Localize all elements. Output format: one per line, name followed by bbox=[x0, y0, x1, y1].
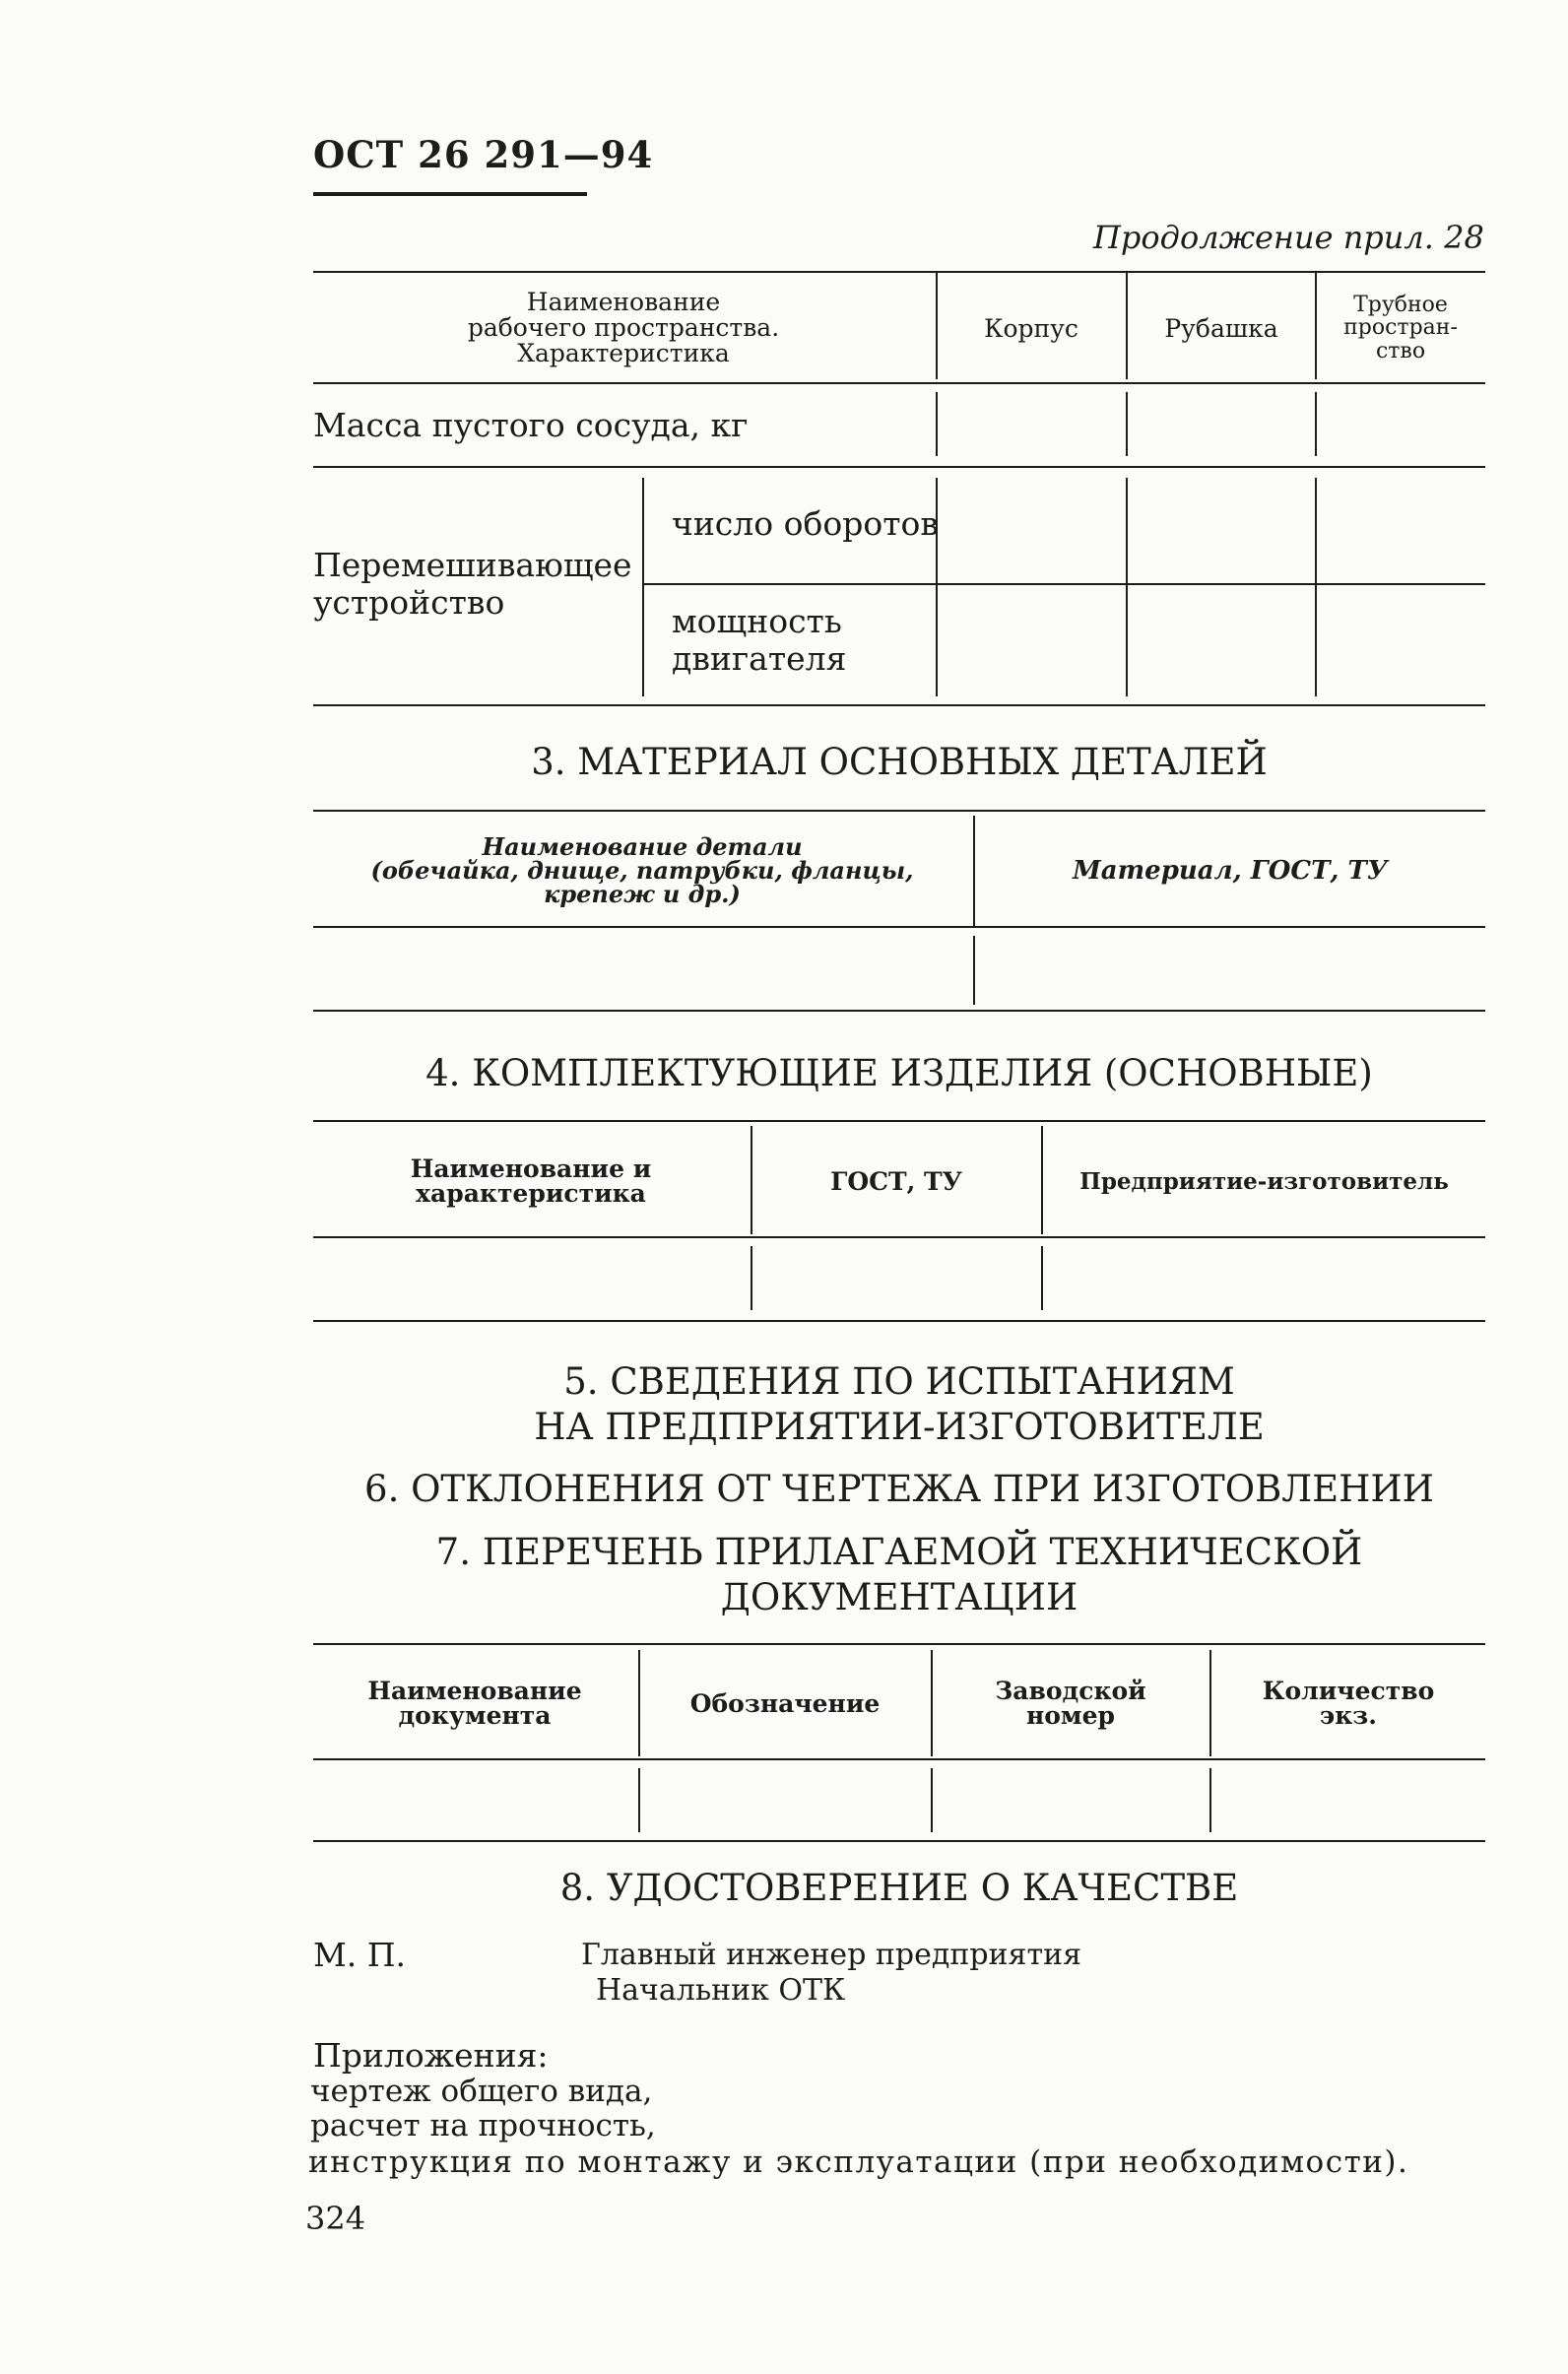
row-mixer-power: мощность двигателя bbox=[672, 602, 847, 678]
stamp-placeholder: М. П. bbox=[313, 1936, 407, 1974]
signature-qc-head: Начальник ОТК bbox=[596, 1973, 846, 2008]
section-6-title: 6. ОТКЛОНЕНИЯ ОТ ЧЕРТЕЖА ПРИ ИЗГОТОВЛЕНИИ bbox=[364, 1468, 1434, 1510]
row-mixer-rpm: число оборотов bbox=[672, 504, 939, 543]
document-code: ОСТ 26 291—94 bbox=[313, 133, 654, 176]
section-8-title: 8. УДОСТОВЕРЕНИЕ О КАЧЕСТВЕ bbox=[559, 1867, 1239, 1909]
section-3-title: 3. МАТЕРИАЛ ОСНОВНЫХ ДЕТАЛЕЙ bbox=[531, 741, 1268, 783]
appendices-heading: Приложения: bbox=[313, 2036, 549, 2075]
header-document-name: Наименование документа bbox=[367, 1677, 582, 1730]
header-body: Корпус bbox=[984, 313, 1078, 343]
header-manufacturer: Предприятие-изготовитель bbox=[1079, 1167, 1449, 1195]
row-empty-vessel-mass: Масса пустого сосуда, кг bbox=[313, 406, 749, 444]
appendix-item: чертеж общего вида, bbox=[310, 2074, 653, 2109]
header-jacket: Рубашка bbox=[1164, 313, 1278, 343]
header-copies: Количество экз. bbox=[1262, 1677, 1435, 1730]
appendix-item: расчет на прочность, bbox=[310, 2108, 656, 2143]
continuation-label: Продолжение прил. 28 bbox=[1093, 219, 1484, 256]
header-gost: ГОСТ, ТУ bbox=[830, 1166, 962, 1196]
appendix-item: инструкция по монтажу и эксплуатации (при необходимости). bbox=[308, 2144, 1409, 2180]
row-mixer-label: Перемешивающее устройство bbox=[313, 546, 632, 622]
header-underline bbox=[313, 192, 587, 196]
header-component-name: Наименование и характеристика bbox=[410, 1154, 652, 1208]
header-material: Материал, ГОСТ, ТУ bbox=[1073, 856, 1388, 886]
section-4-title: 4. КОМПЛЕКТУЮЩИЕ ИЗДЕЛИЯ (ОСНОВНЫЕ) bbox=[425, 1052, 1373, 1094]
header-tube-space: Трубное простран- ство bbox=[1343, 293, 1458, 363]
page-number: 324 bbox=[305, 2200, 366, 2237]
header-part-name: Наименование детали (обечайка, днище, патрубки, фланцы, крепеж и др.) bbox=[370, 832, 914, 908]
header-serial-number: Заводской номер bbox=[995, 1677, 1146, 1730]
section-5-title: 5. СВЕДЕНИЯ ПО ИСПЫТАНИЯМ НА ПРЕДПРИЯТИИ-ИЗГОТОВИТЕЛЕ bbox=[534, 1360, 1265, 1449]
header-designation: Обозначение bbox=[689, 1688, 881, 1718]
header-workspace-name: Наименование рабочего пространства. Характеристика bbox=[467, 287, 780, 368]
signature-chief-engineer: Главный инженер предприятия bbox=[581, 1938, 1081, 1972]
section-7-title: 7. ПЕРЕЧЕНЬ ПРИЛАГАЕМОЙ ТЕХНИЧЕСКОЙ ДОКУМЕНТАЦИИ bbox=[435, 1531, 1363, 1619]
